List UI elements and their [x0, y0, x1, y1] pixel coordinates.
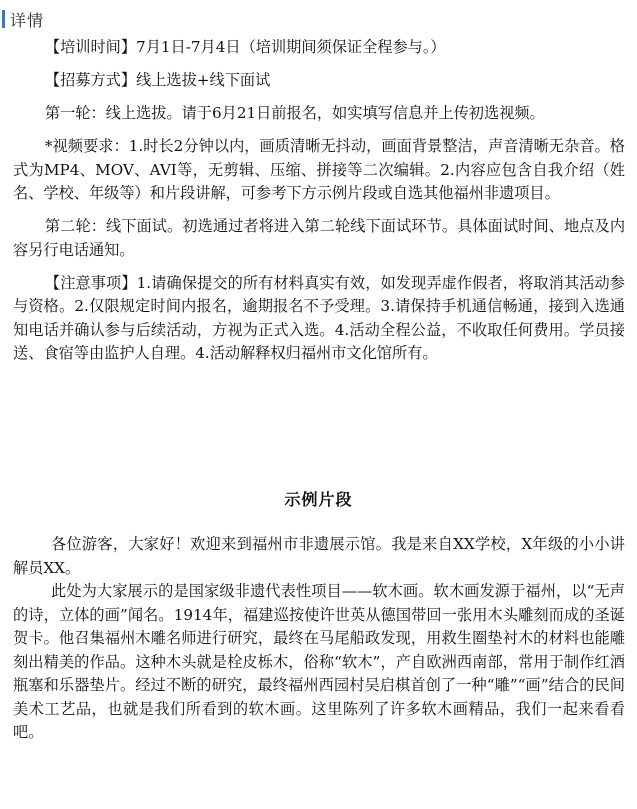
example-section-title: 示例片段 — [284, 490, 353, 509]
training-time-paragraph: 【培训时间】7月1日-7月4日（培训期间须保证全程参与。） — [44, 38, 446, 56]
details-body — [13, 36, 625, 366]
speech-paragraph-1: 各位游客，大家好！欢迎来到福州市非遗展示馆。我是来自XX学校，X年级的小小讲解员XX。 — [13, 535, 625, 577]
speech-paragraph-2: 此处为大家展示的是国家级非遗代表性项目——软木画。软木画发源于福州，以“无声的诗，立体的画”闻名。1914年，福建巡按使许世英从德国带回一张用木头雕刻而成的圣诞贺卡。他召集福州木雕名师进行研究，最终在马尾船政发现，用救生圈垫衬木的材料也能雕刻出精美的作品。这种木头就是栓皮栎木，俗称“软木”，产自欧洲西南部，常用于制作红酒瓶塞和乐器垫片。经过不断的研究，最终福州西园村吴启棋首创了一种“雕”“画”结合的民间美术工艺品，也就是我们所看到的软木画。这里陈列了许多软木画精品，我们一起来看看吧。 — [13, 582, 625, 741]
example-speech — [13, 533, 625, 745]
section-title-details: 详情 — [10, 10, 45, 30]
round1-paragraph: 第一轮：线上选拔。请于6月21日前报名，如实填写信息并上传初选视频。 — [44, 104, 545, 122]
header-accent-bar — [2, 10, 5, 28]
section-header — [0, 8, 44, 30]
video-requirements-paragraph: *视频要求：1.时长2分钟以内，画质清晰无抖动，画面背景整洁，声音清晰无杂音。格式为MP4、MOV、AVI等，无剪辑、压缩、拼接等二次编辑。2.内容应包含自我介绍（姓名、学校、年级等）和片段讲解，可参考下方示例片段或自选其他福州非遗项目。 — [13, 137, 625, 202]
notes-paragraph: 【注意事项】1.请确保提交的所有材料真实有效，如发现弄虚作假者，将取消其活动参与资格。2.仅限规定时间内报名，逾期报名不予受理。3.请保持手机通信畅通，接到入选通知电话并确认参与后续活动，方视为正式入选。4.活动全程公益，不收取任何费用。学员接送、食宿等由监护人自理。4.活动解释权归福州市文化馆所有。 — [13, 273, 625, 362]
round2-paragraph: 第二轮：线下面试。初选通过者将进入第二轮线下面试环节。具体面试时间、地点及内容另行电话通知。 — [13, 217, 625, 259]
recruit-method-paragraph: 【招募方式】线上选拔+线下面试 — [44, 71, 271, 89]
